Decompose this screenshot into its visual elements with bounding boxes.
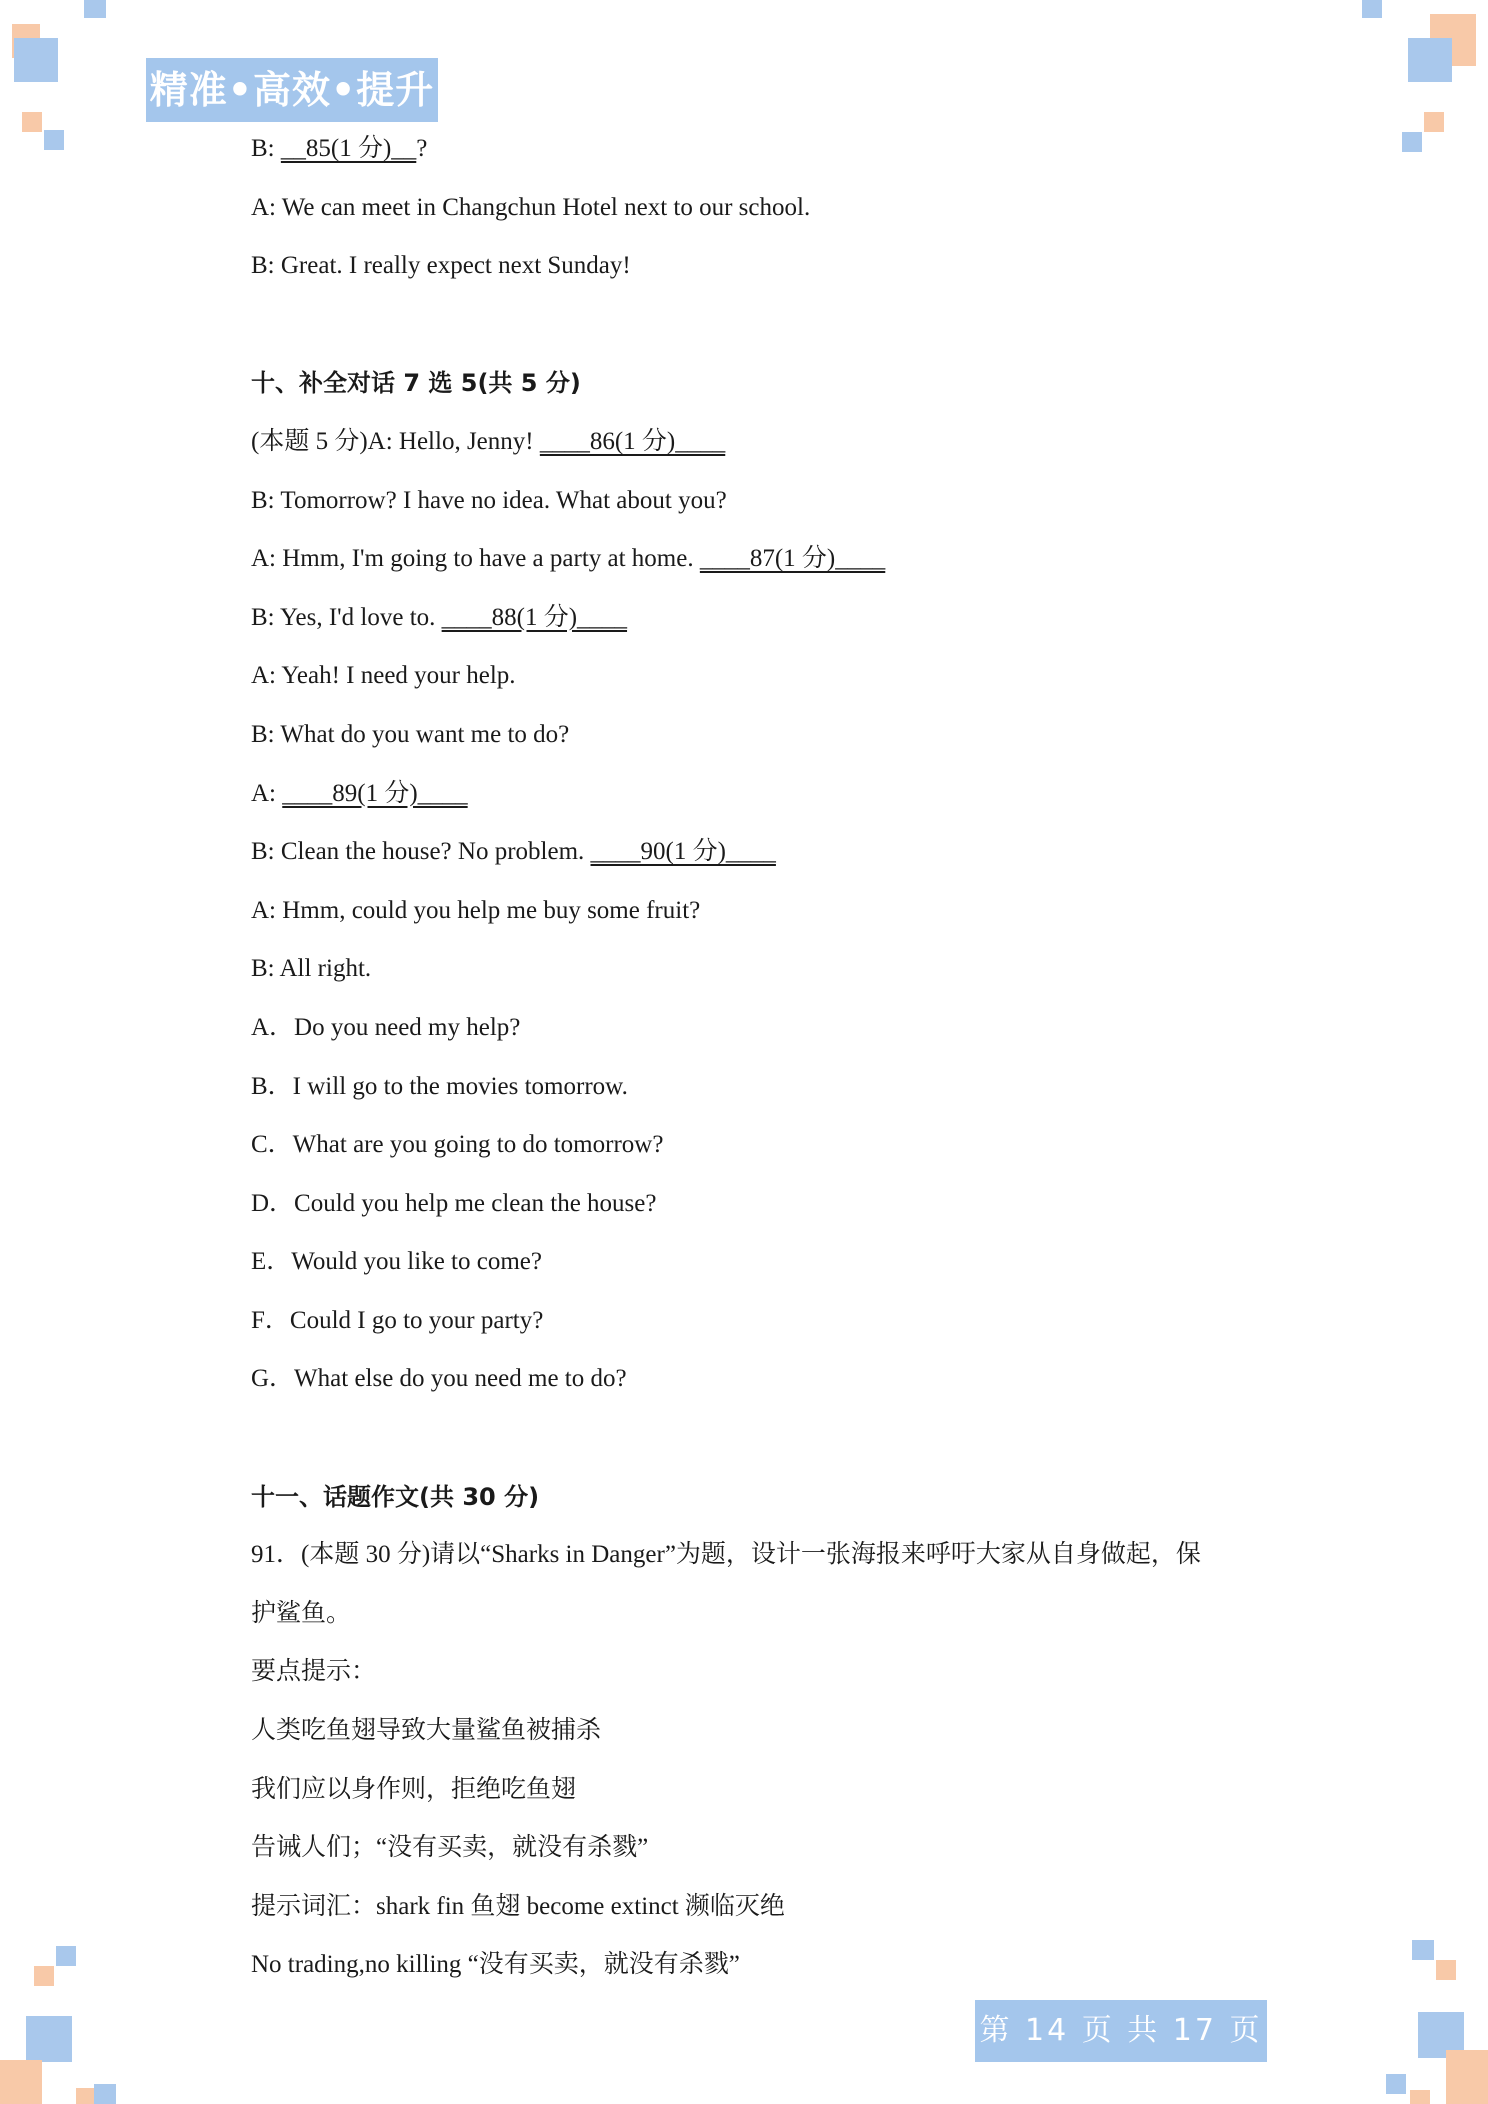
section-heading: 十、补全对话 7 选 5(共 5 分) bbox=[251, 369, 581, 398]
option-item: B．I will go to the movies tomorrow. bbox=[251, 1072, 628, 1100]
dialogue-line: A: We can meet in Changchun Hotel next to our school. bbox=[251, 193, 811, 221]
prompt-line: 告诫人们；“没有买卖，就没有杀戮” bbox=[251, 1834, 649, 1862]
dialogue-line: A: Yeah! I need your help. bbox=[251, 662, 516, 690]
dialogue-line: A: Hmm, could you help me buy some fruit? bbox=[251, 896, 701, 924]
corner-square bbox=[1402, 132, 1422, 152]
dialogue-line: A: Hmm, I'm going to have a party at home. ____87(1 分)____ bbox=[251, 545, 886, 573]
prompt-line: No trading,no killing “没有买卖，就没有杀戮” bbox=[251, 1951, 740, 1979]
prompt-line: 要点提示： bbox=[251, 1658, 377, 1686]
corner-square bbox=[1408, 38, 1452, 82]
answer-blank[interactable]: __85(1 分)__ bbox=[280, 135, 417, 162]
corner-square bbox=[34, 1966, 54, 1986]
corner-square bbox=[14, 38, 58, 82]
option-item: A．Do you need my help? bbox=[251, 1013, 521, 1041]
prompt-line: 91．(本题 30 分)请以“Sharks in Danger”为题，设计一张海报来呼吁大家从自身做起，保 bbox=[251, 1541, 1201, 1569]
answer-blank[interactable]: ____87(1 分)____ bbox=[699, 545, 886, 573]
corner-square bbox=[1412, 1940, 1434, 1960]
page-number: 第 14 页 共 17 页 bbox=[975, 2000, 1267, 2062]
section-9-tail bbox=[251, 120, 1251, 296]
dialogue-line: B: Yes, I'd love to. ____88(1 分)____ bbox=[251, 603, 628, 631]
prompt-line: 护鲨鱼。 bbox=[251, 1599, 352, 1627]
corner-square bbox=[44, 130, 64, 150]
answer-blank[interactable]: ____86(1 分)____ bbox=[539, 427, 726, 455]
dialogue-line: B: Clean the house? No problem. ____90(1 分)____ bbox=[251, 838, 776, 866]
option-item: G．What else do you need me to do? bbox=[251, 1365, 627, 1393]
section-11 bbox=[251, 1468, 1251, 1995]
option-item: E．Would you like to come? bbox=[251, 1248, 542, 1276]
dialogue-line: B: Great. I really expect next Sunday! bbox=[251, 252, 631, 280]
brand-banner: 精准•高效•提升 bbox=[146, 58, 438, 122]
corner-square bbox=[1424, 112, 1444, 132]
corner-square bbox=[76, 2088, 96, 2104]
corner-square bbox=[26, 2016, 72, 2062]
prompt-line: 我们应以身作则，拒绝吃鱼翅 bbox=[251, 1775, 577, 1803]
corner-square bbox=[0, 2060, 42, 2104]
corner-square bbox=[1446, 2050, 1488, 2104]
option-item: C．What are you going to do tomorrow? bbox=[251, 1131, 664, 1159]
dialogue-line: B: __85(1 分)__? bbox=[251, 135, 428, 162]
corner-square bbox=[56, 1946, 76, 1966]
corner-square bbox=[1410, 2090, 1430, 2104]
answer-blank[interactable]: ____88(1 分)____ bbox=[441, 603, 628, 631]
document-body bbox=[251, 120, 1251, 1995]
answer-blank[interactable]: ____89(1 分)____ bbox=[282, 779, 468, 807]
answer-blank[interactable]: ____90(1 分)____ bbox=[590, 838, 776, 866]
dialogue-line: B: Tomorrow? I have no idea. What about you? bbox=[251, 486, 727, 514]
option-item: D．Could you help me clean the house? bbox=[251, 1189, 657, 1217]
section-10 bbox=[251, 354, 1251, 1409]
corner-square bbox=[1436, 1960, 1456, 1980]
corner-square bbox=[84, 0, 106, 18]
prompt-line: 提示词汇：shark fin 鱼翅 become extinct 濒临灭绝 bbox=[251, 1892, 785, 1920]
option-item: F．Could I go to your party? bbox=[251, 1306, 544, 1334]
corner-square bbox=[22, 112, 42, 132]
dialogue-line: A: ____89(1 分)____ bbox=[251, 779, 468, 807]
section-heading: 十一、话题作文(共 30 分) bbox=[251, 1482, 540, 1511]
corner-square bbox=[94, 2084, 116, 2104]
prompt-line: 人类吃鱼翅导致大量鲨鱼被捕杀 bbox=[251, 1717, 602, 1745]
dialogue-line: (本题 5 分)A: Hello, Jenny! ____86(1 分)____ bbox=[251, 427, 726, 455]
dialogue-line: B: All right. bbox=[251, 955, 372, 983]
corner-square bbox=[1386, 2074, 1406, 2094]
dialogue-line: B: What do you want me to do? bbox=[251, 720, 570, 748]
corner-square bbox=[1362, 0, 1382, 18]
